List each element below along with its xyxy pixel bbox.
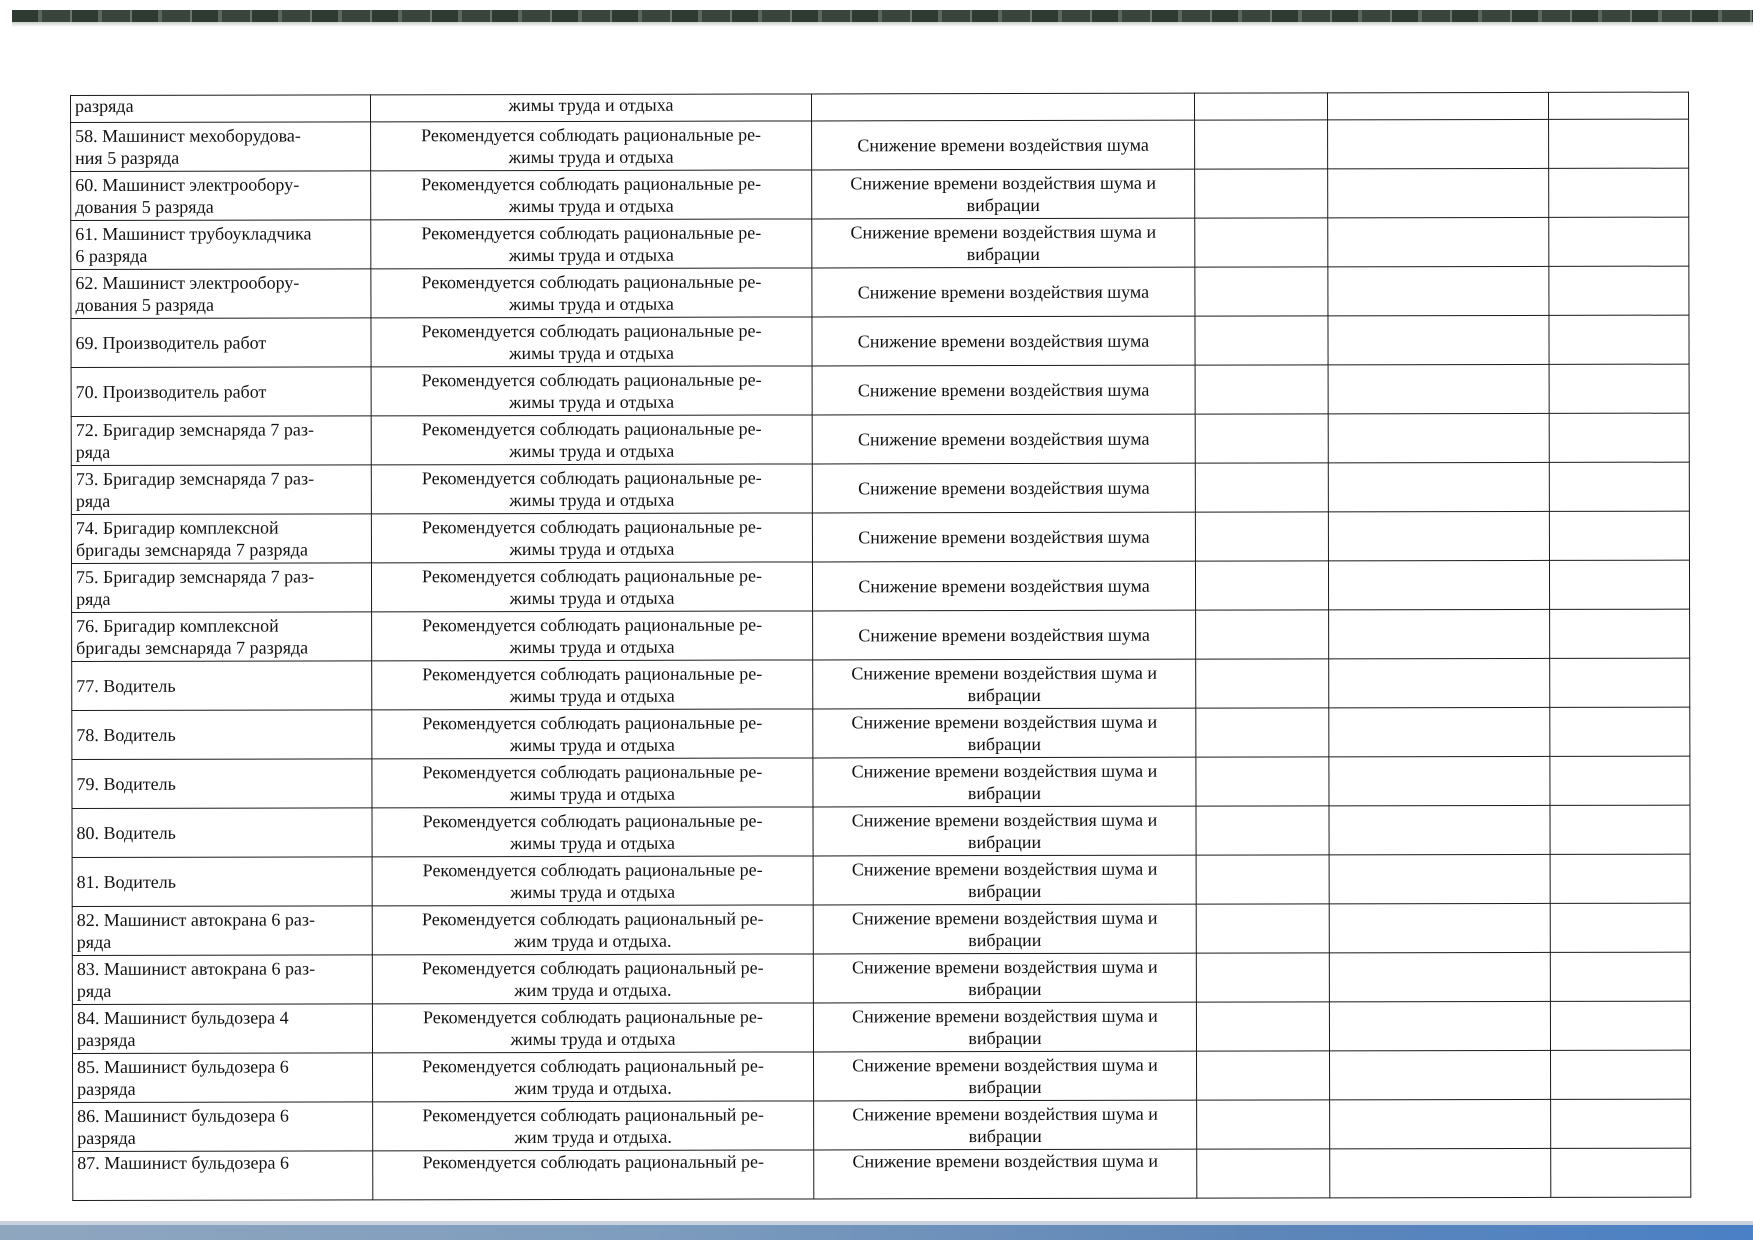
empty-cell-6 — [1549, 413, 1689, 462]
empty-cell-6 — [1550, 658, 1690, 707]
position-cell: 86. Машинист бульдозера 6 разряда — [73, 1102, 373, 1152]
empty-cell-6 — [1550, 952, 1690, 1001]
goal-cell: Снижение времени воздействия шума — [812, 463, 1195, 513]
empty-cell-6 — [1550, 1001, 1690, 1050]
recommendation-cell: Рекомендуется соблюдать рациональные ре- жимы труда и отдыха — [372, 807, 813, 857]
empty-cell-4 — [1196, 659, 1329, 708]
empty-cell-4 — [1195, 365, 1328, 414]
recommendation-cell: Рекомендуется соблюдать рациональные ре- жимы труда и отдыха — [371, 170, 812, 220]
empty-cell-5 — [1328, 217, 1549, 266]
empty-cell-4 — [1195, 512, 1328, 561]
table-row — [73, 1099, 1691, 1151]
scan-bottom-edge — [0, 1221, 1753, 1240]
recommendation-cell: Рекомендуется соблюдать рациональные ре- жимы труда и отдыха — [372, 709, 813, 759]
position-cell: 75. Бригадир земснаряда 7 раз- ряда — [71, 563, 371, 613]
goal-cell: Снижение времени воздействия шума и вибрации — [812, 169, 1195, 219]
empty-cell-4 — [1196, 610, 1329, 659]
empty-cell-6 — [1551, 1050, 1691, 1099]
empty-cell-5 — [1329, 1001, 1550, 1050]
position-cell: 58. Машинист мехоборудова- ния 5 разряда — [71, 122, 371, 172]
empty-cell-5 — [1328, 315, 1549, 364]
empty-cell-6 — [1551, 1148, 1691, 1197]
table-row — [71, 92, 1689, 122]
measures-table-body — [71, 92, 1691, 1200]
recommendation-cell: Рекомендуется соблюдать рациональные ре- жимы труда и отдыха — [372, 611, 813, 661]
position-cell: 60. Машинист электрообору- дования 5 разряда — [71, 171, 371, 221]
empty-cell-5 — [1329, 756, 1550, 805]
empty-cell-6 — [1549, 217, 1689, 266]
goal-cell: Снижение времени воздействия шума и вибрации — [813, 855, 1196, 905]
goal-cell: Снижение времени воздействия шума и вибрации — [812, 218, 1195, 268]
empty-cell-4 — [1197, 1100, 1330, 1149]
recommendation-cell: Рекомендуется соблюдать рациональные ре- жимы труда и отдыха — [371, 464, 812, 514]
table-row — [72, 805, 1690, 857]
goal-cell: Снижение времени воздействия шума и вибрации — [813, 806, 1196, 856]
table-row — [72, 707, 1690, 759]
goal-cell: Снижение времени воздействия шума и вибрации — [813, 1002, 1196, 1052]
empty-cell-6 — [1549, 168, 1689, 217]
empty-cell-6 — [1549, 119, 1689, 168]
recommendation-cell: Рекомендуется соблюдать рациональный ре- жим труда и отдыха. — [373, 1052, 814, 1102]
scan-top-shadow — [12, 22, 1753, 27]
position-cell: 62. Машинист электрообору- дования 5 разряда — [71, 269, 371, 319]
recommendation-cell: Рекомендуется соблюдать рациональные ре- жимы труда и отдыха — [372, 758, 813, 808]
goal-cell: Снижение времени воздействия шума — [812, 316, 1195, 366]
empty-cell-4 — [1195, 120, 1328, 169]
empty-cell-6 — [1549, 315, 1689, 364]
recommendation-cell: Рекомендуется соблюдать рациональные ре- жимы труда и отдыха — [372, 1003, 813, 1053]
recommendation-cell: Рекомендуется соблюдать рациональные ре- жимы труда и отдыха — [371, 317, 812, 367]
goal-cell: Снижение времени воздействия шума — [812, 120, 1195, 170]
table-row — [71, 266, 1689, 318]
table-row — [72, 903, 1690, 955]
empty-cell-5 — [1328, 266, 1549, 315]
empty-cell-5 — [1329, 903, 1550, 952]
empty-cell-4 — [1196, 1002, 1329, 1051]
position-cell: разряда — [71, 95, 371, 123]
goal-cell: Снижение времени воздействия шума и вибрации — [813, 953, 1196, 1003]
empty-cell-4 — [1196, 953, 1329, 1002]
goal-cell: Снижение времени воздействия шума и вибрации — [813, 708, 1196, 758]
empty-cell-6 — [1550, 903, 1690, 952]
table-row — [73, 1050, 1691, 1102]
recommendation-cell: Рекомендуется соблюдать рациональные ре- жимы труда и отдыха — [371, 268, 812, 318]
empty-cell-4 — [1194, 93, 1327, 120]
table-row — [72, 658, 1690, 710]
table-row — [71, 560, 1689, 612]
goal-cell — [811, 93, 1194, 121]
position-cell: 83. Машинист автокрана 6 раз- ряда — [72, 955, 372, 1005]
table-row — [72, 1001, 1690, 1053]
goal-cell: Снижение времени воздействия шума и вибрации — [813, 659, 1196, 709]
table-row — [71, 119, 1689, 171]
empty-cell-4 — [1195, 316, 1328, 365]
empty-cell-4 — [1195, 414, 1328, 463]
recommendation-cell: Рекомендуется соблюдать рациональные ре- жимы труда и отдыха — [371, 219, 812, 269]
position-cell: 84. Машинист бульдозера 4 разряда — [72, 1004, 372, 1054]
goal-cell: Снижение времени воздействия шума и вибрации — [814, 1100, 1197, 1150]
table-row — [71, 364, 1689, 416]
empty-cell-4 — [1195, 463, 1328, 512]
position-cell: 80. Водитель — [72, 808, 372, 858]
position-cell: 72. Бригадир земснаряда 7 раз- ряда — [71, 416, 371, 466]
recommendation-cell: Рекомендуется соблюдать рациональный ре- жим труда и отдыха. — [373, 1101, 814, 1151]
empty-cell-5 — [1330, 1099, 1551, 1148]
empty-cell-6 — [1550, 707, 1690, 756]
empty-cell-6 — [1550, 609, 1690, 658]
empty-cell-6 — [1550, 854, 1690, 903]
table-row — [72, 952, 1690, 1004]
empty-cell-5 — [1328, 511, 1549, 560]
position-cell: 81. Водитель — [72, 857, 372, 907]
table-row — [72, 756, 1690, 808]
position-cell: 69. Производитель работ — [71, 318, 371, 368]
position-cell: 70. Производитель работ — [71, 367, 371, 417]
recommendation-cell: Рекомендуется соблюдать рациональные ре- жимы труда и отдыха — [371, 562, 812, 612]
recommendation-cell: жимы труда и отдыха — [371, 94, 812, 122]
empty-cell-4 — [1196, 757, 1329, 806]
recommendation-cell: Рекомендуется соблюдать рациональные ре- жимы труда и отдыха — [372, 856, 813, 906]
goal-cell: Снижение времени воздействия шума и вибрации — [814, 1051, 1197, 1101]
goal-cell: Снижение времени воздействия шума — [812, 365, 1195, 415]
empty-cell-6 — [1549, 266, 1689, 315]
empty-cell-4 — [1195, 267, 1328, 316]
recommendation-cell: Рекомендуется соблюдать рациональный ре- жим труда и отдыха. — [372, 905, 813, 955]
empty-cell-5 — [1329, 707, 1550, 756]
empty-cell-5 — [1328, 168, 1549, 217]
empty-cell-4 — [1197, 1149, 1330, 1198]
empty-cell-6 — [1548, 92, 1688, 119]
position-cell: 76. Бригадир комплексной бригады земснаряда 7 разряда — [72, 612, 372, 662]
position-cell: 78. Водитель — [72, 710, 372, 760]
position-cell: 85. Машинист бульдозера 6 разряда — [73, 1053, 373, 1103]
position-cell: 82. Машинист автокрана 6 раз- ряда — [72, 906, 372, 956]
position-cell: 77. Водитель — [72, 661, 372, 711]
empty-cell-4 — [1195, 561, 1328, 610]
empty-cell-5 — [1330, 1050, 1551, 1099]
empty-cell-4 — [1196, 708, 1329, 757]
position-cell: 87. Машинист бульдозера 6 — [73, 1151, 373, 1201]
empty-cell-5 — [1330, 1148, 1551, 1197]
empty-cell-4 — [1196, 855, 1329, 904]
goal-cell: Снижение времени воздействия шума и вибрации — [813, 757, 1196, 807]
table-row — [71, 413, 1689, 465]
empty-cell-4 — [1197, 1051, 1330, 1100]
recommendation-cell: Рекомендуется соблюдать рациональный ре- — [373, 1150, 814, 1200]
goal-cell: Снижение времени воздействия шума — [813, 610, 1196, 660]
empty-cell-6 — [1550, 805, 1690, 854]
recommendation-cell: Рекомендуется соблюдать рациональные ре- жимы труда и отдыха — [372, 660, 813, 710]
table-row — [73, 1148, 1691, 1200]
empty-cell-5 — [1328, 119, 1549, 168]
empty-cell-5 — [1329, 658, 1550, 707]
empty-cell-5 — [1329, 854, 1550, 903]
empty-cell-5 — [1328, 560, 1549, 609]
empty-cell-4 — [1195, 218, 1328, 267]
empty-cell-6 — [1550, 756, 1690, 805]
empty-cell-5 — [1328, 364, 1549, 413]
goal-cell: Снижение времени воздействия шума и вибрации — [813, 904, 1196, 954]
empty-cell-4 — [1195, 169, 1328, 218]
recommendation-cell: Рекомендуется соблюдать рациональные ре- жимы труда и отдыха — [371, 415, 812, 465]
empty-cell-4 — [1196, 904, 1329, 953]
empty-cell-5 — [1328, 462, 1549, 511]
goal-cell: Снижение времени воздействия шума — [812, 561, 1195, 611]
goal-cell: Снижение времени воздействия шума — [812, 512, 1195, 562]
position-cell: 74. Бригадир комплексной бригады земснаряда 7 разряда — [71, 514, 371, 564]
table-row — [71, 217, 1689, 269]
empty-cell-5 — [1329, 805, 1550, 854]
table-row — [71, 168, 1689, 220]
goal-cell: Снижение времени воздействия шума — [812, 414, 1195, 464]
position-cell: 61. Машинист трубоукладчика 6 разряда — [71, 220, 371, 270]
empty-cell-6 — [1549, 364, 1689, 413]
empty-cell-6 — [1549, 560, 1689, 609]
position-cell: 79. Водитель — [72, 759, 372, 809]
empty-cell-6 — [1549, 511, 1689, 560]
table-row — [72, 854, 1690, 906]
table-row — [71, 462, 1689, 514]
recommendation-cell: Рекомендуется соблюдать рациональные ре- жимы труда и отдыха — [371, 366, 812, 416]
goal-cell: Снижение времени воздействия шума и — [814, 1149, 1197, 1199]
table-row — [71, 315, 1689, 367]
measures-table — [70, 92, 1691, 1201]
recommendation-cell: Рекомендуется соблюдать рациональный ре- жим труда и отдыха. — [372, 954, 813, 1004]
empty-cell-5 — [1327, 92, 1548, 119]
table-row — [71, 511, 1689, 563]
empty-cell-5 — [1329, 609, 1550, 658]
recommendation-cell: Рекомендуется соблюдать рациональные ре- жимы труда и отдыха — [371, 513, 812, 563]
goal-cell: Снижение времени воздействия шума — [812, 267, 1195, 317]
empty-cell-4 — [1196, 806, 1329, 855]
empty-cell-5 — [1329, 952, 1550, 1001]
position-cell: 73. Бригадир земснаряда 7 раз- ряда — [71, 465, 371, 515]
empty-cell-6 — [1549, 462, 1689, 511]
empty-cell-6 — [1551, 1099, 1691, 1148]
table-row — [72, 609, 1690, 661]
recommendation-cell: Рекомендуется соблюдать рациональные ре- жимы труда и отдыха — [371, 121, 812, 171]
empty-cell-5 — [1328, 413, 1549, 462]
